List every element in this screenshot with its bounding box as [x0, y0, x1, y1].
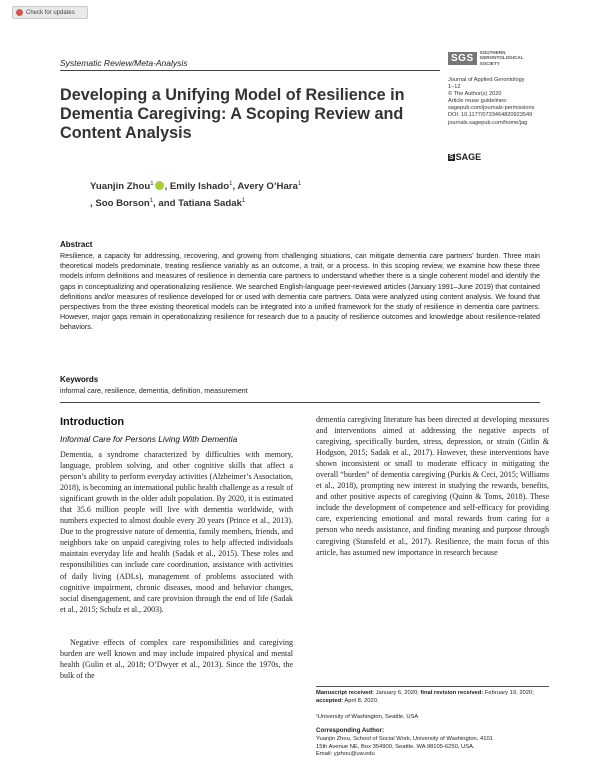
- affiliation-marker: 1: [150, 181, 154, 187]
- abstract-text: Resilience, a capacity for addressing, recovering, and growing from challenging situations, can mitigate dementia care partners’ burden. Three main theoretical models predominate, treating resilience variably as an outcome, a trait, or a process. In this scoping review, we examine how these three models inform definitions and measures of resilience in dementia care partners to understand whether there is a single coherent model and identify the gaps in conceptualizing and operationalizing resilience. We searched English-language peer-reviewed articles (January 1991–June 2019) that contained definitions and/or measures of resilience developed for or used with dementia care partners. Data were analyzed using content analysis. We found that perspectives from the three existing theoretical models can be integrated into a unified framework for the study of resilience in dementia care partners. However, major gaps remain in operationalizing resilience for research due to a paucity of resilience outcomes and knowledge about resilience-related behaviors.: [60, 252, 540, 332]
- reuse-label: Article reuse guidelines:: [448, 98, 508, 105]
- body-paragraph: Negative effects of complex care responsibilities and caregiving burden are well known and may include impaired physical and mental health (Gulin et al., 2018; O’Dwyer et al., 2013). Since the 1970s, the bulk of the: [60, 638, 293, 681]
- revision-date: February 19, 2020;: [483, 690, 534, 696]
- sage-logo: [448, 152, 481, 162]
- page-range: 1–12: [448, 84, 461, 91]
- copyright: © The Author(s) 2020: [448, 91, 502, 98]
- keywords-heading: Keywords: [60, 375, 99, 384]
- abstract-heading: Abstract: [60, 240, 93, 249]
- society-name-line: GERONTOLOGICAL: [479, 55, 524, 61]
- crossmark-icon: [16, 9, 23, 16]
- body-paragraph: Dementia, a syndrome characterized by difficulties with memory, language, problem solving, and other cognitive skills that affect a person’s ability to perform everyday activities (Alzheimer’s Association, 2018), is becoming an international public health challenge as a result of significant growth in the older adult population. By 2020, it is estimated that 35.6 million people will live with dementia worldwide, with numbers expected to almost double every 20 years (Prince et al., 2013). Due to the progressive nature of dementia, family members, friends, and neighbors take on unpaid caregiving roles to help affected individuals maintain everyday life and health (Sadak et al., 2015). These roles and responsibilities can include care coordination, assistance with activities of daily living (ADLs), management of problems associated with cognitive impairment, chronic diseases, mood and behavior changes, social disengagement, and care provision through the end of life (Sadak et al., 2015; Schulz et al., 2003).: [60, 450, 293, 614]
- corr-line: 15th Avenue NE, Box 354900, Seattle, WA 98105-6250, USA.: [316, 743, 475, 750]
- author-name: , and Tatiana Sadak: [153, 198, 242, 210]
- journal-info: [448, 77, 578, 127]
- author-name: Yuanjin Zhou: [90, 181, 151, 193]
- reuse-link[interactable]: sagepub.com/journals-permissions: [448, 105, 535, 112]
- manuscript-dates: [316, 690, 549, 705]
- accepted-date: April 8, 2020.: [343, 697, 379, 704]
- society-name-line: SOCIETY: [479, 60, 500, 66]
- header-divider: [60, 70, 440, 71]
- journal-home-link[interactable]: journals.sagepub.com/home/jag: [448, 119, 528, 126]
- sage-mark-icon: S: [449, 153, 454, 161]
- corr-email[interactable]: Email: yjzhou@uw.edu: [316, 751, 375, 758]
- corresponding-author-details: [316, 736, 549, 759]
- orcid-icon[interactable]: [155, 181, 164, 190]
- doi[interactable]: DOI: 10.1177/0733464820923549: [448, 112, 533, 119]
- affiliation-marker: 1: [241, 198, 246, 205]
- author-name: , Avery O’Hara: [232, 181, 298, 193]
- society-name-line: SOUTHERN: [479, 50, 506, 56]
- publisher-name: SAGE: [455, 152, 482, 162]
- accepted-label: accepted:: [316, 697, 344, 704]
- affiliation-marker: 1: [229, 181, 233, 187]
- journal-name: Journal of Applied Gerontology: [448, 77, 525, 83]
- keywords-text: informal care, resilience, dementia, definition, measurement: [60, 387, 248, 395]
- article-type: Systematic Review/Meta-Analysis: [60, 58, 188, 68]
- corresponding-author-heading: Corresponding Author:: [316, 727, 385, 734]
- check-for-updates-badge[interactable]: [12, 6, 88, 19]
- body-paragraph: dementia caregiving literature has been directed at developing measures and interventions aimed at addressing the negative aspects of caregiving, specifically burden, stress, depression, or strain (Gitlin & Hodgson, 2015; Sadak et al., 2017). However, these interventions have shown inconsistent or small to moderate efficacy in mitigating the overall “burden” of dementia caregiving (Purkis & Ceci, 2015; Williams et al., 2018), prompting new interest in studying the rewards, benefits, and other positive aspects of caregiving (Quinn & Toms, 2018). These include the development of competence and self-efficacy for providing care, experiencing emotional and moral rewards from caring for a person who needs assistance, and finding meaning and purpose through caregiving (Stansfeld et al., 2017). Resilience, the main focus of this article, has assumed new importance in research because: [316, 415, 549, 557]
- revision-label: final revision received:: [420, 690, 484, 696]
- section-divider: [60, 402, 540, 403]
- author-name: , Soo Borson: [90, 198, 150, 210]
- author-list: [90, 177, 450, 211]
- affiliation-marker: 1: [297, 181, 302, 187]
- society-name: [480, 50, 524, 66]
- subsection-heading: Informal Care for Persons Living With Dementia: [60, 434, 238, 444]
- affiliation-marker: 1: [149, 198, 154, 205]
- introduction-heading: Introduction: [60, 416, 125, 428]
- corr-line: Yuanjin Zhou, School of Social Work, University of Washington, 4101: [316, 736, 493, 742]
- society-logo: [448, 48, 558, 68]
- article-title: Developing a Unifying Model of Resilience in Dementia Caregiving: A Scoping Review and Content Analysis: [60, 86, 405, 142]
- author-name: , Emily Ishado: [164, 181, 230, 193]
- footnote-divider: [316, 686, 549, 687]
- society-abbr: SGS: [448, 52, 477, 65]
- received-label: Manuscript received:: [316, 690, 374, 696]
- check-for-updates-label: Check for updates: [26, 9, 75, 16]
- affiliation: ¹University of Washington, Seattle, USA: [316, 714, 419, 720]
- received-date: January 6, 2020;: [374, 690, 421, 696]
